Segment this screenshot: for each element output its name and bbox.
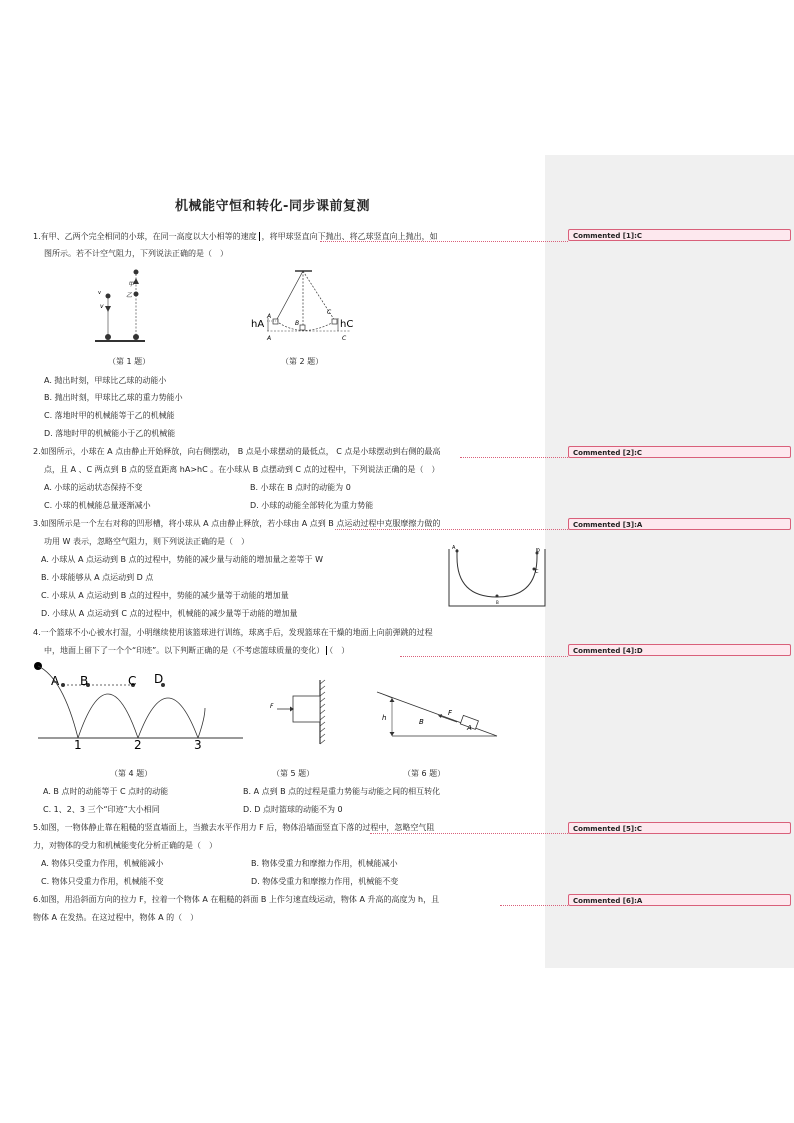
fig2-hA-label: hA [251, 319, 265, 330]
q1-option-a: A. 抛出时刻，甲球比乙球的动能小 [44, 376, 167, 385]
figure-2 [250, 268, 360, 342]
q5-option-a: A. 物体只受重力作用，机械能减小 [41, 859, 164, 868]
q5-option-c: C. 物体只受重力作用，机械能不变 [41, 877, 164, 886]
q4-option-d: D. D 点时篮球的动能不为 0 [243, 805, 343, 814]
figure-6 [372, 690, 502, 740]
fig2-hC-label: hC [340, 319, 354, 330]
fig3-C-label: C [535, 569, 539, 575]
comment-5[interactable]: Commented [5]:C [568, 822, 791, 834]
q5-line2: 力，对物体的受力和机械能变化分析正确的是（ ） [33, 841, 217, 850]
q1-option-b: B. 抛出时刻，甲球比乙球的重力势能小 [44, 393, 183, 402]
fig6-B-label: B [419, 718, 424, 726]
fig5-F-label: F [270, 703, 274, 710]
comment-3[interactable]: Commented [3]:A [568, 518, 791, 530]
comment-1[interactable]: Commented [1]:C [568, 229, 791, 241]
fig2-A-bottom-label: A [267, 335, 272, 342]
fig6-h-label: h [382, 714, 387, 722]
comment-6[interactable]: Commented [6]:A [568, 894, 791, 906]
figure-5 [265, 678, 330, 746]
document-title: 机械能守恒和转化-同步课前复测 [175, 199, 370, 214]
q2-option-b: B. 小球在 B 点时的动能为 0 [250, 483, 351, 492]
q3-line1: 3.如图所示是一个左右对称的凹形槽，将小球从 A 点由静止释放，若小球由 A 点到 B 点运动过程中克服摩擦力做的 [33, 519, 441, 528]
figure-4 [33, 658, 248, 753]
figure-3 [447, 545, 547, 609]
q4-line1: 4.一个篮球不小心被水打湿，小明继续使用该篮球进行训练，球离手后，发现篮球在干燥的地面上向前弹跳的过程 [33, 628, 433, 637]
figure-4-caption: （第 4 题） [110, 769, 153, 778]
figure-1-caption: （第 1 题） [108, 357, 151, 366]
fig6-F-label: F [448, 709, 453, 717]
fig3-B-label: B [496, 600, 499, 605]
q4-option-c: C. 1、2、3 三个“印迹”大小相同 [43, 805, 160, 814]
q4-line2: 中，地面上留下了一个个“印迹”。以下判断正确的是（不考虑篮球质量的变化） （ ） [44, 646, 350, 655]
q1-line2: 图所示。若不计空气阻力，下列说法正确的是（ ） [44, 249, 228, 258]
comment-connector [460, 457, 568, 458]
q2-line2: 点，且 A 、C 两点到 B 点的竖直距离 hA>hC 。在小球从 B 点摆动到 C 点的过程中，下列说法正确的是（ ） [44, 465, 440, 474]
q2-option-a: A. 小球的运动状态保持不变 [44, 483, 143, 492]
figure-6-caption: （第 6 题） [403, 769, 446, 778]
fig4-B-label: B [80, 674, 89, 688]
fig1-jia-label: 甲 [128, 281, 135, 288]
q2-option-d: D. 小球的动能全部转化为重力势能 [250, 501, 374, 510]
q3-line2: 功用 W 表示，忽略空气阻力，则下列说法正确的是（ ） [44, 537, 249, 546]
comment-2[interactable]: Commented [2]:C [568, 446, 791, 458]
figure-5-caption: （第 5 题） [272, 769, 315, 778]
comment-connector [320, 241, 568, 242]
fig4-mark-2: 2 [134, 738, 142, 752]
figure-2-caption: （第 2 题） [281, 357, 324, 366]
q6-line2: 物体 A 在发热。在这过程中，物体 A 的（ ） [33, 913, 199, 922]
comment-connector [500, 905, 568, 906]
fig2-C-bottom-label: C [342, 335, 347, 342]
q2-option-c: C. 小球的机械能总量逐渐减小 [44, 501, 151, 510]
fig4-C-label: C [128, 674, 137, 688]
fig1-yi-label: 乙 [126, 292, 133, 299]
comment-connector [370, 833, 568, 834]
fig4-A-label: A [51, 674, 60, 688]
q5-option-d: D. 物体受重力和摩擦力作用，机械能不变 [251, 877, 399, 886]
fig3-A-label: A [452, 545, 456, 551]
q5-line1: 5.如图，一物体静止靠在粗糙的竖直墙面上，当撤去水平作用力 F 后，物体沿墙面竖直下落的过程中，忽略空气阻 [33, 823, 435, 832]
fig4-mark-1: 1 [74, 738, 82, 752]
q4-option-a: A. B 点时的动能等于 C 点时的动能 [43, 787, 169, 796]
q6-line1: 6.如图，用沿斜面方向的拉力 F，拉着一个物体 A 在粗糙的斜面 B 上作匀速直线运动，物体 A 升高的高度为 h，且 [33, 895, 440, 904]
q3-option-d: D. 小球从 A 点运动到 C 点的过程中，机械能的减少量等于动能的增加量 [41, 609, 298, 618]
comment-4[interactable]: Commented [4]:D [568, 644, 791, 656]
fig6-A-label: A [467, 724, 472, 732]
fig1-v-label: v [100, 303, 104, 310]
fig2-C-label: C [327, 309, 332, 316]
q2-line1: 2.如图所示，小球在 A 点由静止开始释放，向右侧摆动， B 点是小球摆动的最低点， C 点是小球摆动到右侧的最高 [33, 447, 441, 456]
comment-connector [400, 656, 568, 657]
fig2-B-label: B [295, 320, 300, 327]
q1-option-d: D. 落地时甲的机械能小于乙的机械能 [44, 429, 176, 438]
comments-pane [545, 155, 794, 968]
fig4-D-label: D [154, 672, 164, 686]
fig4-mark-3: 3 [194, 738, 202, 752]
fig1-v-label: v [98, 290, 101, 296]
q4-option-b: B. A 点到 B 点的过程是重力势能与动能之间的相互转化 [243, 787, 441, 796]
q1-line1: 1.有甲、乙两个完全相同的小球，在同一高度以大小相等的速度 ，将甲球竖直向下抛出、将乙球竖直向上抛出，如 [33, 232, 438, 241]
figure-1 [90, 266, 150, 346]
q5-option-b: B. 物体受重力和摩擦力作用，机械能减小 [251, 859, 398, 868]
fig2-A-label: A [267, 313, 272, 320]
q3-option-a: A. 小球从 A 点运动到 B 点的过程中，势能的减少量与动能的增加量之差等于 W [41, 555, 324, 564]
q1-option-c: C. 落地时甲的机械能等于乙的机械能 [44, 411, 175, 420]
q3-option-c: C. 小球从 A 点运动到 B 点的过程中，势能的减少量等于动能的增加量 [41, 591, 289, 600]
fig3-D-label: D [536, 548, 540, 554]
q3-option-b: B. 小球能够从 A 点运动到 D 点 [41, 573, 154, 582]
comment-connector [335, 529, 568, 530]
